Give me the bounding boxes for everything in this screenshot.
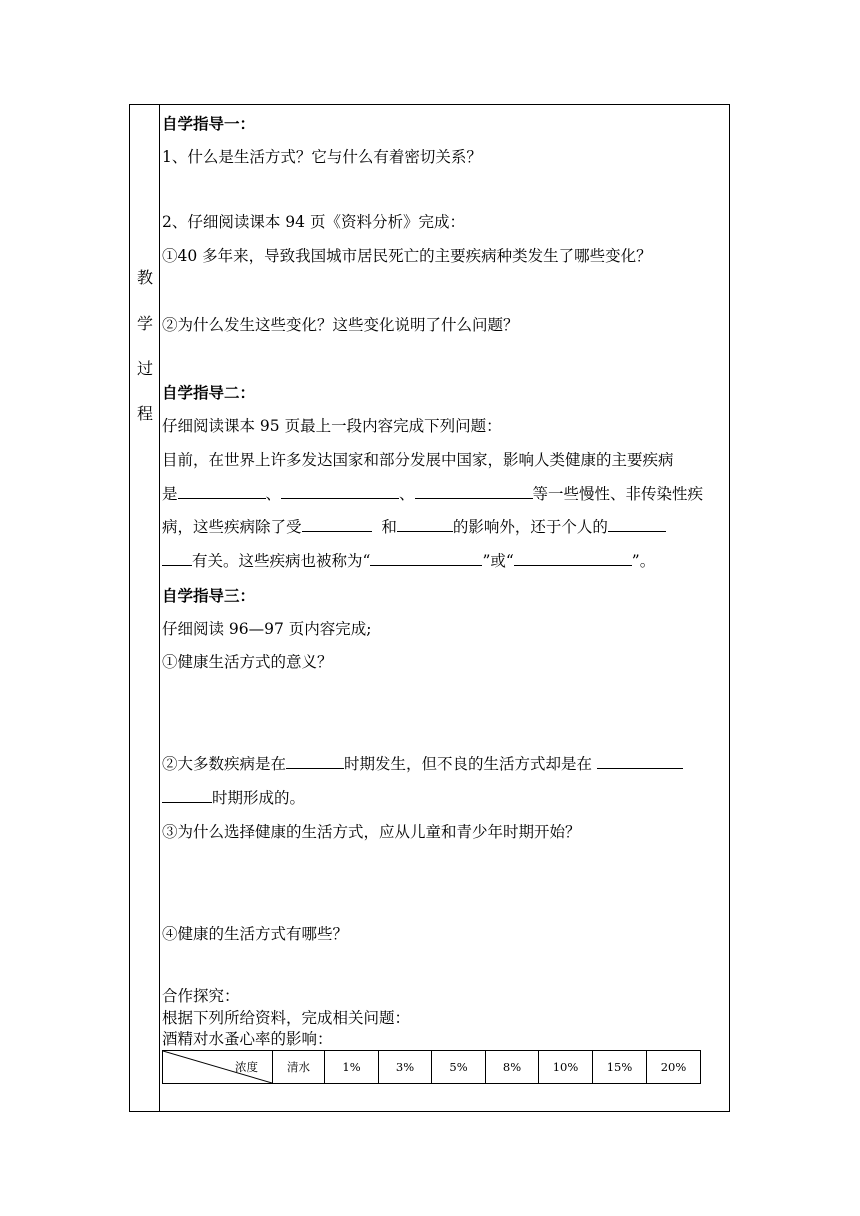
guide2-heading: 自学指导二： (162, 383, 256, 402)
table-column-header: 8% (486, 1051, 539, 1084)
guide3-question-2-end: 时期形成的。 (212, 789, 306, 807)
guide2-line-4-start: 有关。这些疾病也被称为“ (192, 552, 371, 570)
fill-blank[interactable] (597, 754, 683, 769)
guide2-line-3-and: 和 (381, 518, 397, 536)
guide2-line-4-end: ”。 (631, 552, 656, 570)
side-label-char-2: 学 (136, 314, 153, 333)
coop-heading: 合作探究： (162, 987, 240, 1005)
alcohol-heart-rate-table (162, 1050, 701, 1084)
guide2-intro: 仔细阅读课本 95 页最上一段内容完成下列问题： (162, 417, 502, 435)
concentration-label: 浓度 (235, 1060, 258, 1074)
guide3-question-1: ①健康生活方式的意义？ (162, 653, 333, 671)
table-header-row (163, 1051, 701, 1084)
guide3-question-2-cont (162, 788, 305, 808)
guide2-line-3 (162, 517, 666, 537)
fill-blank[interactable] (162, 788, 212, 803)
fill-blank[interactable] (514, 551, 632, 566)
column-divider (159, 104, 160, 1112)
side-label-char-3: 过 (136, 359, 153, 378)
fill-blank[interactable] (162, 551, 192, 566)
guide2-line-3-end: 的影响外，还于个人的 (452, 518, 608, 536)
table-column-header: 20% (647, 1051, 701, 1084)
fill-blank[interactable] (178, 484, 266, 499)
table-column-header: 1% (325, 1051, 379, 1084)
side-label-char-4: 程 (136, 404, 153, 423)
guide3-heading: 自学指导三： (162, 586, 256, 605)
guide2-line-1: 目前，在世界上许多发达国家和部分发展中国家，影响人类健康的主要疾病 (162, 451, 674, 469)
fill-blank[interactable] (281, 484, 399, 499)
guide2-line-2 (162, 484, 703, 504)
table-column-header: 清水 (273, 1051, 325, 1084)
separator: 、 (399, 485, 415, 503)
guide3-intro: 仔细阅读 96—97 页内容完成; (162, 620, 372, 638)
table-column-header: 3% (379, 1051, 432, 1084)
guide3-question-4: ④健康的生活方式有哪些？ (162, 925, 349, 943)
guide2-line-2-start: 是 (162, 485, 178, 503)
table-column-header: 15% (593, 1051, 647, 1084)
fill-blank[interactable] (370, 551, 482, 566)
fill-blank[interactable] (397, 517, 453, 532)
guide1-question-1: 1、什么是生活方式？它与什么有着密切关系？ (162, 148, 482, 166)
guide1-question-2a: ①40 多年来，导致我国城市居民死亡的主要疾病种类发生了哪些变化？ (162, 247, 652, 265)
guide1-question-2: 2、仔细阅读课本 94 页《资料分析》完成： (162, 213, 465, 231)
guide3-question-3: ③为什么选择健康的生活方式，应从儿童和青少年时期开始？ (162, 823, 581, 841)
side-label-char-1: 教 (136, 268, 153, 287)
guide3-question-2 (162, 754, 683, 774)
table-column-header: 5% (432, 1051, 486, 1084)
diagonal-header-cell (163, 1051, 273, 1084)
guide2-line-2-end: 等一些慢性、非传染性疾 (532, 485, 704, 503)
coop-caption: 酒精对水蚤心率的影响： (162, 1030, 333, 1048)
guide1-heading: 自学指导一： (162, 114, 256, 133)
guide2-line-4 (162, 551, 655, 571)
fill-blank[interactable] (415, 484, 533, 499)
guide3-question-2-start: ②大多数疾病是在 (162, 755, 287, 773)
fill-blank[interactable] (286, 754, 344, 769)
fill-blank[interactable] (608, 517, 666, 532)
coop-intro: 根据下列所给资料，完成相关问题： (162, 1009, 411, 1027)
guide2-line-3-start: 病，这些疾病除了受 (162, 518, 302, 536)
separator: 、 (265, 485, 282, 503)
guide1-question-2b: ②为什么发生这些变化？这些变化说明了什么问题？ (162, 316, 519, 334)
fill-blank[interactable] (302, 517, 372, 532)
guide2-line-4-mid: ”或“ (482, 552, 514, 570)
guide3-question-2-mid: 时期发生，但不良的生活方式却是在 (344, 755, 593, 773)
table-column-header: 10% (539, 1051, 593, 1084)
